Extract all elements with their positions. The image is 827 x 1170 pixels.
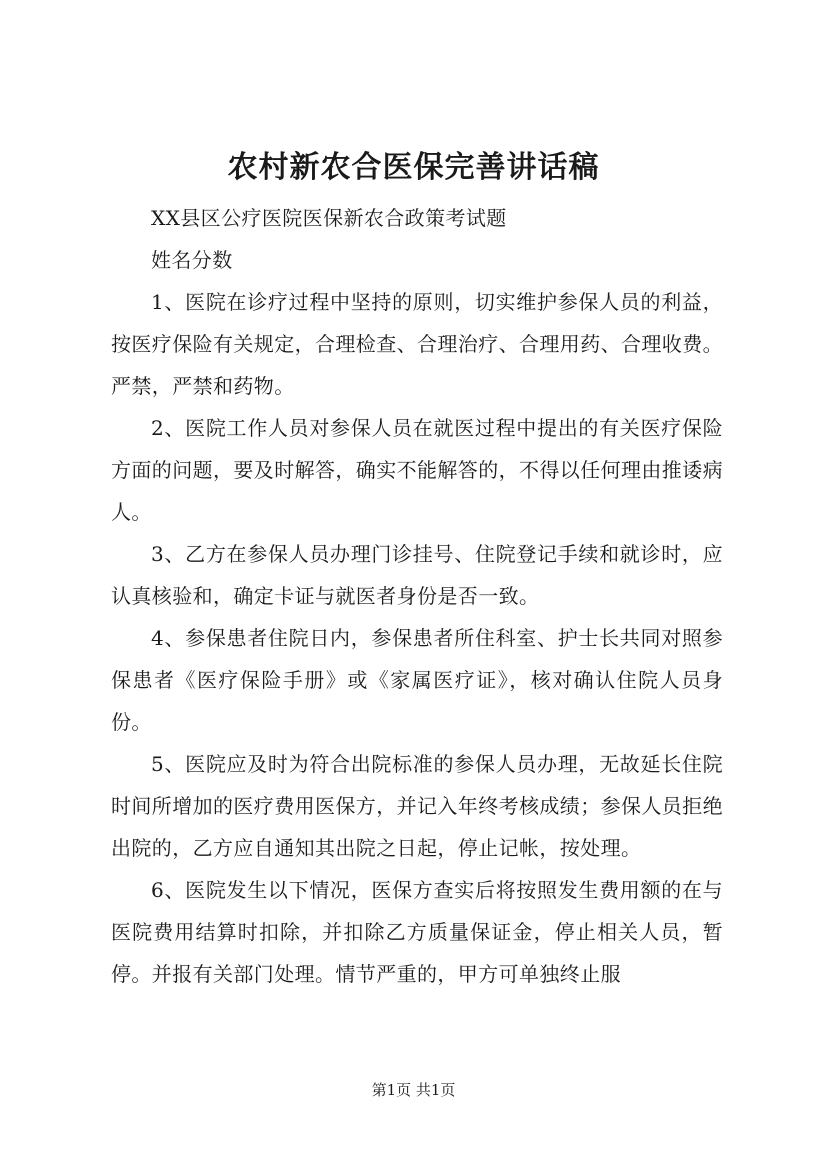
document-title: 农村新农合医保完善讲话稿 <box>227 150 600 185</box>
paragraph-item-6: 6、医院发生以下情况，医保方查实后将按照发生费用额的在与医院费用结算时扣除，并扣除乙方质量保证金，停止相关人员，暂停。并报有关部门处理。情节严重的，甲方可单独终止服 <box>111 878 723 986</box>
paragraph-item-3: 3、乙方在参保人员办理门诊挂号、住院登记手续和就诊时，应认真核验和，确定卡证与就医者身份是否一致。 <box>111 542 723 608</box>
paragraph-item-2: 2、医院工作人员对参保人员在就医过程中提出的有关医疗保险方面的问题，要及时解答，确实不能解答的，不得以任何理由推诿病人。 <box>111 416 723 524</box>
page-footer: 第1页 共1页 <box>371 1081 456 1099</box>
paragraph-item-1: 1、医院在诊疗过程中坚持的原则，切实维护参保人员的利益，按医疗保险有关规定，合理检查、合理治疗、合理用药、合理收费。严禁，严禁和药物。 <box>111 290 723 398</box>
paragraph-item-4: 4、参保患者住院日内，参保患者所住科室、护士长共同对照参保患者《医疗保险手册》或《家属医疗证》，核对确认住院人员身份。 <box>111 626 723 734</box>
paragraph-name-score: 姓名分数 <box>151 248 233 272</box>
paragraph-item-5: 5、医院应及时为符合出院标准的参保人员办理，无故延长住院时间所增加的医疗费用医保方，并记入年终考核成绩；参保人员拒绝出院的，乙方应自通知其出院之日起，停止记帐，按处理。 <box>111 752 723 860</box>
document-body <box>111 197 723 995</box>
paragraph-exam-heading: XX县区公疗医院医保新农合政策考试题 <box>151 206 507 230</box>
